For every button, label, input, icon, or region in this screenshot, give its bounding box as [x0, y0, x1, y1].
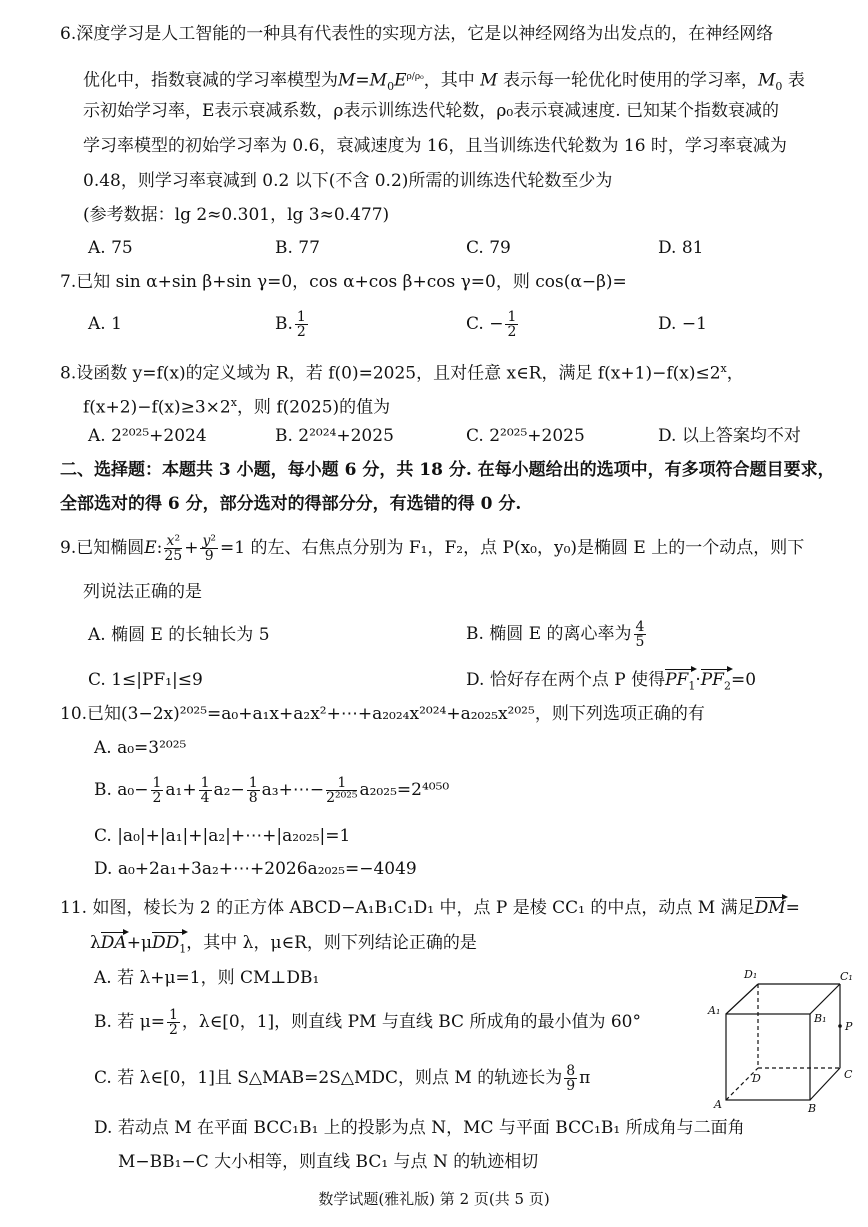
label-a: A — [714, 1098, 722, 1111]
q8-option-b: B. 2²⁰²⁴+2025 — [275, 426, 394, 446]
label-b: B — [808, 1102, 817, 1115]
q6-option-c: C. 79 — [466, 238, 511, 258]
q9-option-c: C. 1≤|PF₁|≤9 — [88, 670, 203, 690]
q11-option-d-line2: M−BB₁−C 大小相等，则直线 BC₁ 与点 N 的轨迹相切 — [118, 1152, 539, 1172]
q7-option-b: B. $\frac{1}{2}$ — [275, 309, 306, 340]
q10-option-c: C. |a₀|+|a₁|+|a₂|+⋯+|a₂₀₂₅|=1 — [94, 826, 351, 846]
q10-option-d: D. a₀+2a₁+3a₂+⋯+2026a₂₀₂₅=−4049 — [94, 859, 417, 879]
page-footer: 数学试题(雅礼版) 第 2 页(共 5 页) — [318, 1190, 550, 1208]
label-c: C — [844, 1068, 853, 1081]
q6-line2: 优化中，指数衰减的学习率模型为$M=M_0E^{\rho/\rho_0}$，其中 M 表示每一轮优化时使用的学习率，$M_0$ 表 — [83, 70, 805, 94]
q8-option-c: C. 2²⁰²⁵+2025 — [466, 426, 585, 446]
q8-option-d: D. 以上答案均不对 — [658, 426, 801, 446]
label-a1: A₁ — [708, 1004, 721, 1017]
q10-option-b: B. a₀− $\frac{1}{2}$ a₁+ $\frac{1}{4}$ a₂− $\frac{1}{8}$ a₃+⋯− $\frac{1}{\text{2²⁰²⁵}}$ a₂₀₂₅=2⁴⁰⁵⁰ — [94, 775, 450, 806]
q9-line2: 列说法正确的是 — [83, 582, 202, 602]
label-p: P — [845, 1020, 853, 1033]
q6-reference-data: (参考数据：lg 2≈0.301，lg 3≈0.477) — [83, 205, 390, 225]
q7-option-a: A. 1 — [88, 314, 122, 334]
q8-line2: $f(x+2)-f(x)\ge 3\times 2^x$，则 f(2025)的值为 — [83, 396, 391, 418]
q8-option-a: A. 2²⁰²⁵+2024 — [88, 426, 207, 446]
q6-line4: 学习率模型的初始学习率为 0.6，衰减速度为 16，且当训练迭代轮数为 16 时，学习率衰减为 — [83, 136, 787, 156]
q7-option-c: C. − $\frac{1}{2}$ — [466, 309, 517, 340]
label-d: D — [752, 1072, 761, 1085]
q11-line2: λDA+μDD$_1$，其中 λ，μ∈R，则下列结论正确的是 — [90, 931, 477, 961]
q6-option-b: B. 77 — [275, 238, 320, 258]
q10-option-a: A. a₀=3²⁰²⁵ — [94, 738, 187, 758]
q6-option-d: D. 81 — [658, 238, 704, 258]
q6-line1: 6.深度学习是人工智能的一种具有代表性的实现方法，它是以神经网络为出发点的，在神经网络 — [60, 24, 774, 44]
label-d1: D₁ — [744, 968, 758, 981]
label-c1: C₁ — [840, 970, 853, 983]
label-b1: B₁ — [814, 1012, 827, 1025]
q8-line1: 8.设函数 y=f(x)的定义域为 R，若 f(0)=2025，且对任意 x∈R，满足 $f(x+1)-f(x)\le 2^x$， — [60, 362, 744, 384]
q6-line3: 示初始学习率，E表示衰减系数，ρ表示训练迭代轮数，ρ₀表示衰减速度. 已知某个指数衰减的 — [83, 101, 780, 121]
q6-option-a: A. 75 — [88, 238, 133, 258]
q9-line1: 9.已知椭圆E: $\frac{\text{x²}}{25}$ + $\frac{\text{y²}}{9}$ =1 的左、右焦点分别为 F₁，F₂，点 P(x₀，y₀)是椭圆 E 上的一个动点，则下 — [60, 533, 805, 564]
cube-front-face — [726, 1014, 810, 1100]
q7-stem: 7.已知 sin α+sin β+sin γ=0，cos α+cos β+cos γ=0，则 cos(α−β)= — [60, 272, 627, 292]
point-p — [838, 1024, 842, 1028]
q10-stem: 10.已知(3−2x)²⁰²⁵=a₀+a₁x+a₂x²+⋯+a₂₀₂₄x²⁰²⁴+a₂₀₂₅x²⁰²⁵，则下列选项正确的有 — [60, 704, 705, 724]
q11-option-c: C. 若 λ∈[0，1]且 S△MAB=2S△MDC，则点 M 的轨迹长为 $\frac{8}{9}$ π — [94, 1063, 591, 1094]
q9-option-d: D. 恰好存在两个点 P 使得$PF_1\cdot PF_2=0$ — [466, 668, 756, 698]
q7-option-d: D. −1 — [658, 314, 707, 334]
section2-header-line2: 全部选对的得 6 分，部分选对的得部分分，有选错的得 0 分. — [60, 494, 522, 514]
cube-figure — [706, 966, 866, 1116]
q9-option-b: B. 椭圆 E 的离心率为 $\frac{4}{5}$ — [466, 619, 645, 650]
q9-option-a: A. 椭圆 E 的长轴长为 5 — [88, 625, 270, 645]
q11-option-a: A. 若 λ+μ=1，则 CM⊥DB₁ — [94, 968, 320, 988]
section2-header-line1: 二、选择题：本题共 3 小题，每小题 6 分，共 18 分. 在每小题给出的选项中，有多项符合题目要求， — [60, 460, 835, 480]
q6-line5: 0.48，则学习率衰减到 0.2 以下(不含 0.2)所需的训练迭代轮数至少为 — [83, 171, 613, 191]
q11-option-b: B. 若 μ= $\frac{1}{2}$ ，λ∈[0，1]，则直线 PM 与直线 BC 所成角的最小值为 60° — [94, 1007, 641, 1038]
q11-option-d-line1: D. 若动点 M 在平面 BCC₁B₁ 上的投影为点 N，MC 与平面 BCC₁B₁ 所成角与二面角 — [94, 1118, 745, 1138]
q11-line1: 11. 如图，棱长为 2 的正方体 ABCD−A₁B₁C₁D₁ 中，点 P 是棱 CC₁ 的中点，动点 M 满足DM= — [60, 898, 800, 918]
